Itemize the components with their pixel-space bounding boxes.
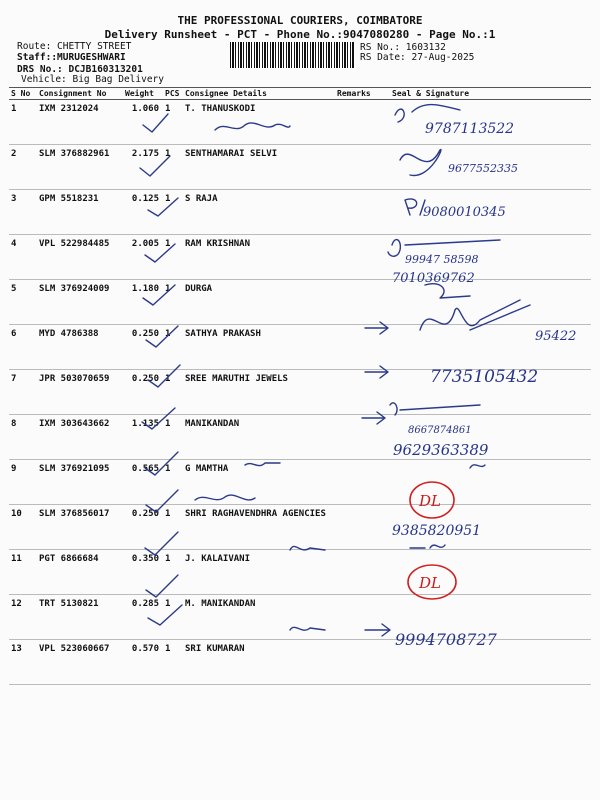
row-consignee: S RAJA xyxy=(183,190,335,235)
row-sno: 13 xyxy=(9,640,37,685)
table-row xyxy=(9,370,591,415)
row-remarks xyxy=(335,325,390,370)
table-row xyxy=(9,145,591,190)
company-title: THE PROFESSIONAL COURIERS, COIMBATORE xyxy=(177,14,423,27)
row-consignment: MYD 4786388 xyxy=(37,325,123,370)
handwritten-phone: 7010369762 xyxy=(392,271,475,286)
row-sno: 8 xyxy=(9,415,37,460)
row-weight: 0.565 xyxy=(123,460,163,505)
row-signature xyxy=(390,325,591,370)
row-pcs: 1 xyxy=(163,505,183,550)
row-consignee: G MAMTHA xyxy=(183,460,335,505)
row-pcs: 1 xyxy=(163,460,183,505)
col-pcs: PCS xyxy=(163,88,183,100)
row-weight: 0.350 xyxy=(123,550,163,595)
rs-number: RS No.: 1603132 xyxy=(360,42,446,53)
row-signature xyxy=(390,505,591,550)
row-consignment: VPL 523060667 xyxy=(37,640,123,685)
handwritten-phone: 8667874861 xyxy=(408,425,472,436)
row-weight: 0.125 xyxy=(123,190,163,235)
row-consignee: RAM KRISHNAN xyxy=(183,235,335,280)
row-signature xyxy=(390,280,591,325)
row-remarks xyxy=(335,460,390,505)
table-row xyxy=(9,505,591,550)
row-pcs: 1 xyxy=(163,190,183,235)
row-signature xyxy=(390,370,591,415)
row-remarks xyxy=(335,190,390,235)
row-remarks xyxy=(335,595,390,640)
row-signature xyxy=(390,190,591,235)
row-weight: 2.005 xyxy=(123,235,163,280)
row-pcs: 1 xyxy=(163,415,183,460)
row-pcs: 1 xyxy=(163,325,183,370)
row-remarks xyxy=(335,505,390,550)
table-row xyxy=(9,100,591,145)
col-sno: S No xyxy=(9,88,37,100)
row-consignment: JPR 503070659 xyxy=(37,370,123,415)
row-weight: 1.135 xyxy=(123,415,163,460)
row-weight: 0.570 xyxy=(123,640,163,685)
table-row xyxy=(9,190,591,235)
row-sno: 11 xyxy=(9,550,37,595)
col-remarks: Remarks xyxy=(335,88,390,100)
row-signature xyxy=(390,415,591,460)
row-sno: 10 xyxy=(9,505,37,550)
row-sno: 2 xyxy=(9,145,37,190)
col-consignment: Consignment No xyxy=(37,88,123,100)
vehicle-label: Vehicle: Big Bag Delivery xyxy=(21,74,164,85)
row-consignment: PGT 6866684 xyxy=(37,550,123,595)
row-sno: 1 xyxy=(9,100,37,145)
row-pcs: 1 xyxy=(163,235,183,280)
handwritten-phone: 9629363389 xyxy=(393,441,489,459)
row-consignee: DURGA xyxy=(183,280,335,325)
row-consignment: SLM 376921095 xyxy=(37,460,123,505)
row-signature xyxy=(390,235,591,280)
row-consignee: M. MANIKANDAN xyxy=(183,595,335,640)
dl-stamp-text: DL xyxy=(419,574,441,592)
row-remarks xyxy=(335,145,390,190)
row-remarks xyxy=(335,415,390,460)
row-consignment: GPM 5518231 xyxy=(37,190,123,235)
handwritten-phone: 99947 58598 xyxy=(405,253,479,266)
table-header-row xyxy=(9,88,591,100)
row-consignment: SLM 376882961 xyxy=(37,145,123,190)
row-consignee: J. KALAIVANI xyxy=(183,550,335,595)
row-sno: 9 xyxy=(9,460,37,505)
row-signature xyxy=(390,460,591,505)
table-row xyxy=(9,595,591,640)
row-pcs: 1 xyxy=(163,640,183,685)
row-consignee: SENTHAMARAI SELVI xyxy=(183,145,335,190)
drs-number: DRS No.: DCJB160313201 xyxy=(17,64,143,75)
row-pcs: 1 xyxy=(163,370,183,415)
row-weight: 2.175 xyxy=(123,145,163,190)
route-label: Route: CHETTY STREET xyxy=(17,41,132,52)
row-sno: 6 xyxy=(9,325,37,370)
row-weight: 1.060 xyxy=(123,100,163,145)
row-consignment: SLM 376924009 xyxy=(37,280,123,325)
row-remarks xyxy=(335,370,390,415)
row-consignment: IXM 303643662 xyxy=(37,415,123,460)
handwritten-phone: 9080010345 xyxy=(423,205,506,220)
staff-label: Staff::MURUGESHWARI xyxy=(17,52,126,63)
barcode xyxy=(230,42,355,68)
row-consignment: TRT 5130821 xyxy=(37,595,123,640)
handwritten-phone: 9385820951 xyxy=(392,523,482,539)
col-signature: Seal & Signature xyxy=(390,88,591,100)
table-row xyxy=(9,640,591,685)
runsheet-table xyxy=(9,87,591,685)
handwritten-phone: 9677552335 xyxy=(448,162,518,175)
row-weight: 0.250 xyxy=(123,505,163,550)
row-pcs: 1 xyxy=(163,145,183,190)
row-pcs: 1 xyxy=(163,280,183,325)
dl-stamp-text: DL xyxy=(419,492,441,510)
row-consignee: SATHYA PRAKASH xyxy=(183,325,335,370)
row-pcs: 1 xyxy=(163,550,183,595)
row-remarks xyxy=(335,280,390,325)
row-signature xyxy=(390,100,591,145)
row-sno: 7 xyxy=(9,370,37,415)
row-pcs: 1 xyxy=(163,100,183,145)
row-sno: 3 xyxy=(9,190,37,235)
table-row xyxy=(9,280,591,325)
runsheet-subtitle: Delivery Runsheet - PCT - Phone No.:9047080280 - Page No.:1 xyxy=(104,28,496,41)
table-row xyxy=(9,235,591,280)
row-pcs: 1 xyxy=(163,595,183,640)
row-consignee: SRI KUMARAN xyxy=(183,640,335,685)
handwritten-phone: 9787113522 xyxy=(425,121,515,137)
row-sno: 4 xyxy=(9,235,37,280)
row-consignment: VPL 522984485 xyxy=(37,235,123,280)
table-row xyxy=(9,550,591,595)
row-sno: 12 xyxy=(9,595,37,640)
row-remarks xyxy=(335,100,390,145)
row-remarks xyxy=(335,640,390,685)
row-signature xyxy=(390,595,591,640)
row-consignee: T. THANUSKODI xyxy=(183,100,335,145)
table-row xyxy=(9,460,591,505)
row-signature xyxy=(390,145,591,190)
row-consignment: IXM 2312024 xyxy=(37,100,123,145)
col-consignee: Consignee Details xyxy=(183,88,335,100)
row-weight: 1.180 xyxy=(123,280,163,325)
handwritten-phone: 9994708727 xyxy=(395,630,497,649)
row-signature xyxy=(390,640,591,685)
col-weight: Weight xyxy=(123,88,163,100)
row-remarks xyxy=(335,235,390,280)
row-weight: 0.250 xyxy=(123,325,163,370)
row-sno: 5 xyxy=(9,280,37,325)
row-consignment: SLM 376856017 xyxy=(37,505,123,550)
handwritten-phone: 7735105432 xyxy=(430,367,539,387)
rs-date: RS Date: 27-Aug-2025 xyxy=(360,52,475,63)
row-consignee: SREE MARUTHI JEWELS xyxy=(183,370,335,415)
row-signature xyxy=(390,550,591,595)
row-remarks xyxy=(335,550,390,595)
handwritten-phone: 95422 xyxy=(535,329,577,344)
row-weight: 0.250 xyxy=(123,370,163,415)
row-weight: 0.285 xyxy=(123,595,163,640)
row-consignee: MANIKANDAN xyxy=(183,415,335,460)
table-row xyxy=(9,325,591,370)
row-consignee: SHRI RAGHAVENDHRA AGENCIES xyxy=(183,505,335,550)
table-row xyxy=(9,415,591,460)
